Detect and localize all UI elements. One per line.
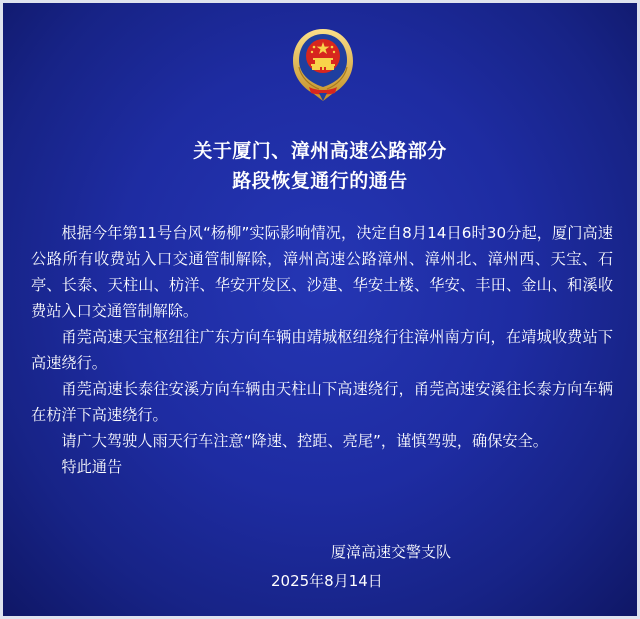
signature-organization: 厦漳高速交警支队 bbox=[331, 543, 452, 561]
police-emblem-icon bbox=[291, 27, 355, 103]
paragraph-changtai-detour: 甬莞高速长泰往安溪方向车辆由天柱山下高速绕行，甬莞高速安溪往长泰方向车辆在枋洋下高速绕行。 bbox=[31, 380, 613, 424]
paragraph-closing: 特此通告 bbox=[61, 458, 123, 476]
notice-body bbox=[31, 220, 613, 480]
paragraph-tianbao-detour: 甬莞高速天宝枢纽往广东方向车辆由靖城枢纽绕行往漳州南方向，在靖城收费站下高速绕行。 bbox=[31, 328, 613, 372]
paragraph-traffic-control-lifted: 根据今年第11号台风“杨柳”实际影响情况，决定自8月14日6时30分起，厦门高速公路所有收费站入口交通管制解除，漳州高速公路漳州、漳州北、漳州西、天宝、石亭、长泰、天柱山、枋洋、华安开发区、沙建、华安土楼、华安、丰田、金山、和溪收费站入口交通管制解除。 bbox=[31, 224, 613, 320]
notice-title-line-2: 路段恢复通行的通告 bbox=[232, 170, 408, 192]
signature-date: 2025年8月14日 bbox=[271, 572, 383, 590]
notice-title-line-1: 关于厦门、漳州高速公路部分 bbox=[193, 140, 447, 162]
paragraph-safety-reminder: 请广大驾驶人雨天行车注意“降速、控距、亮尾”，谨慎驾驶，确保安全。 bbox=[61, 432, 548, 450]
